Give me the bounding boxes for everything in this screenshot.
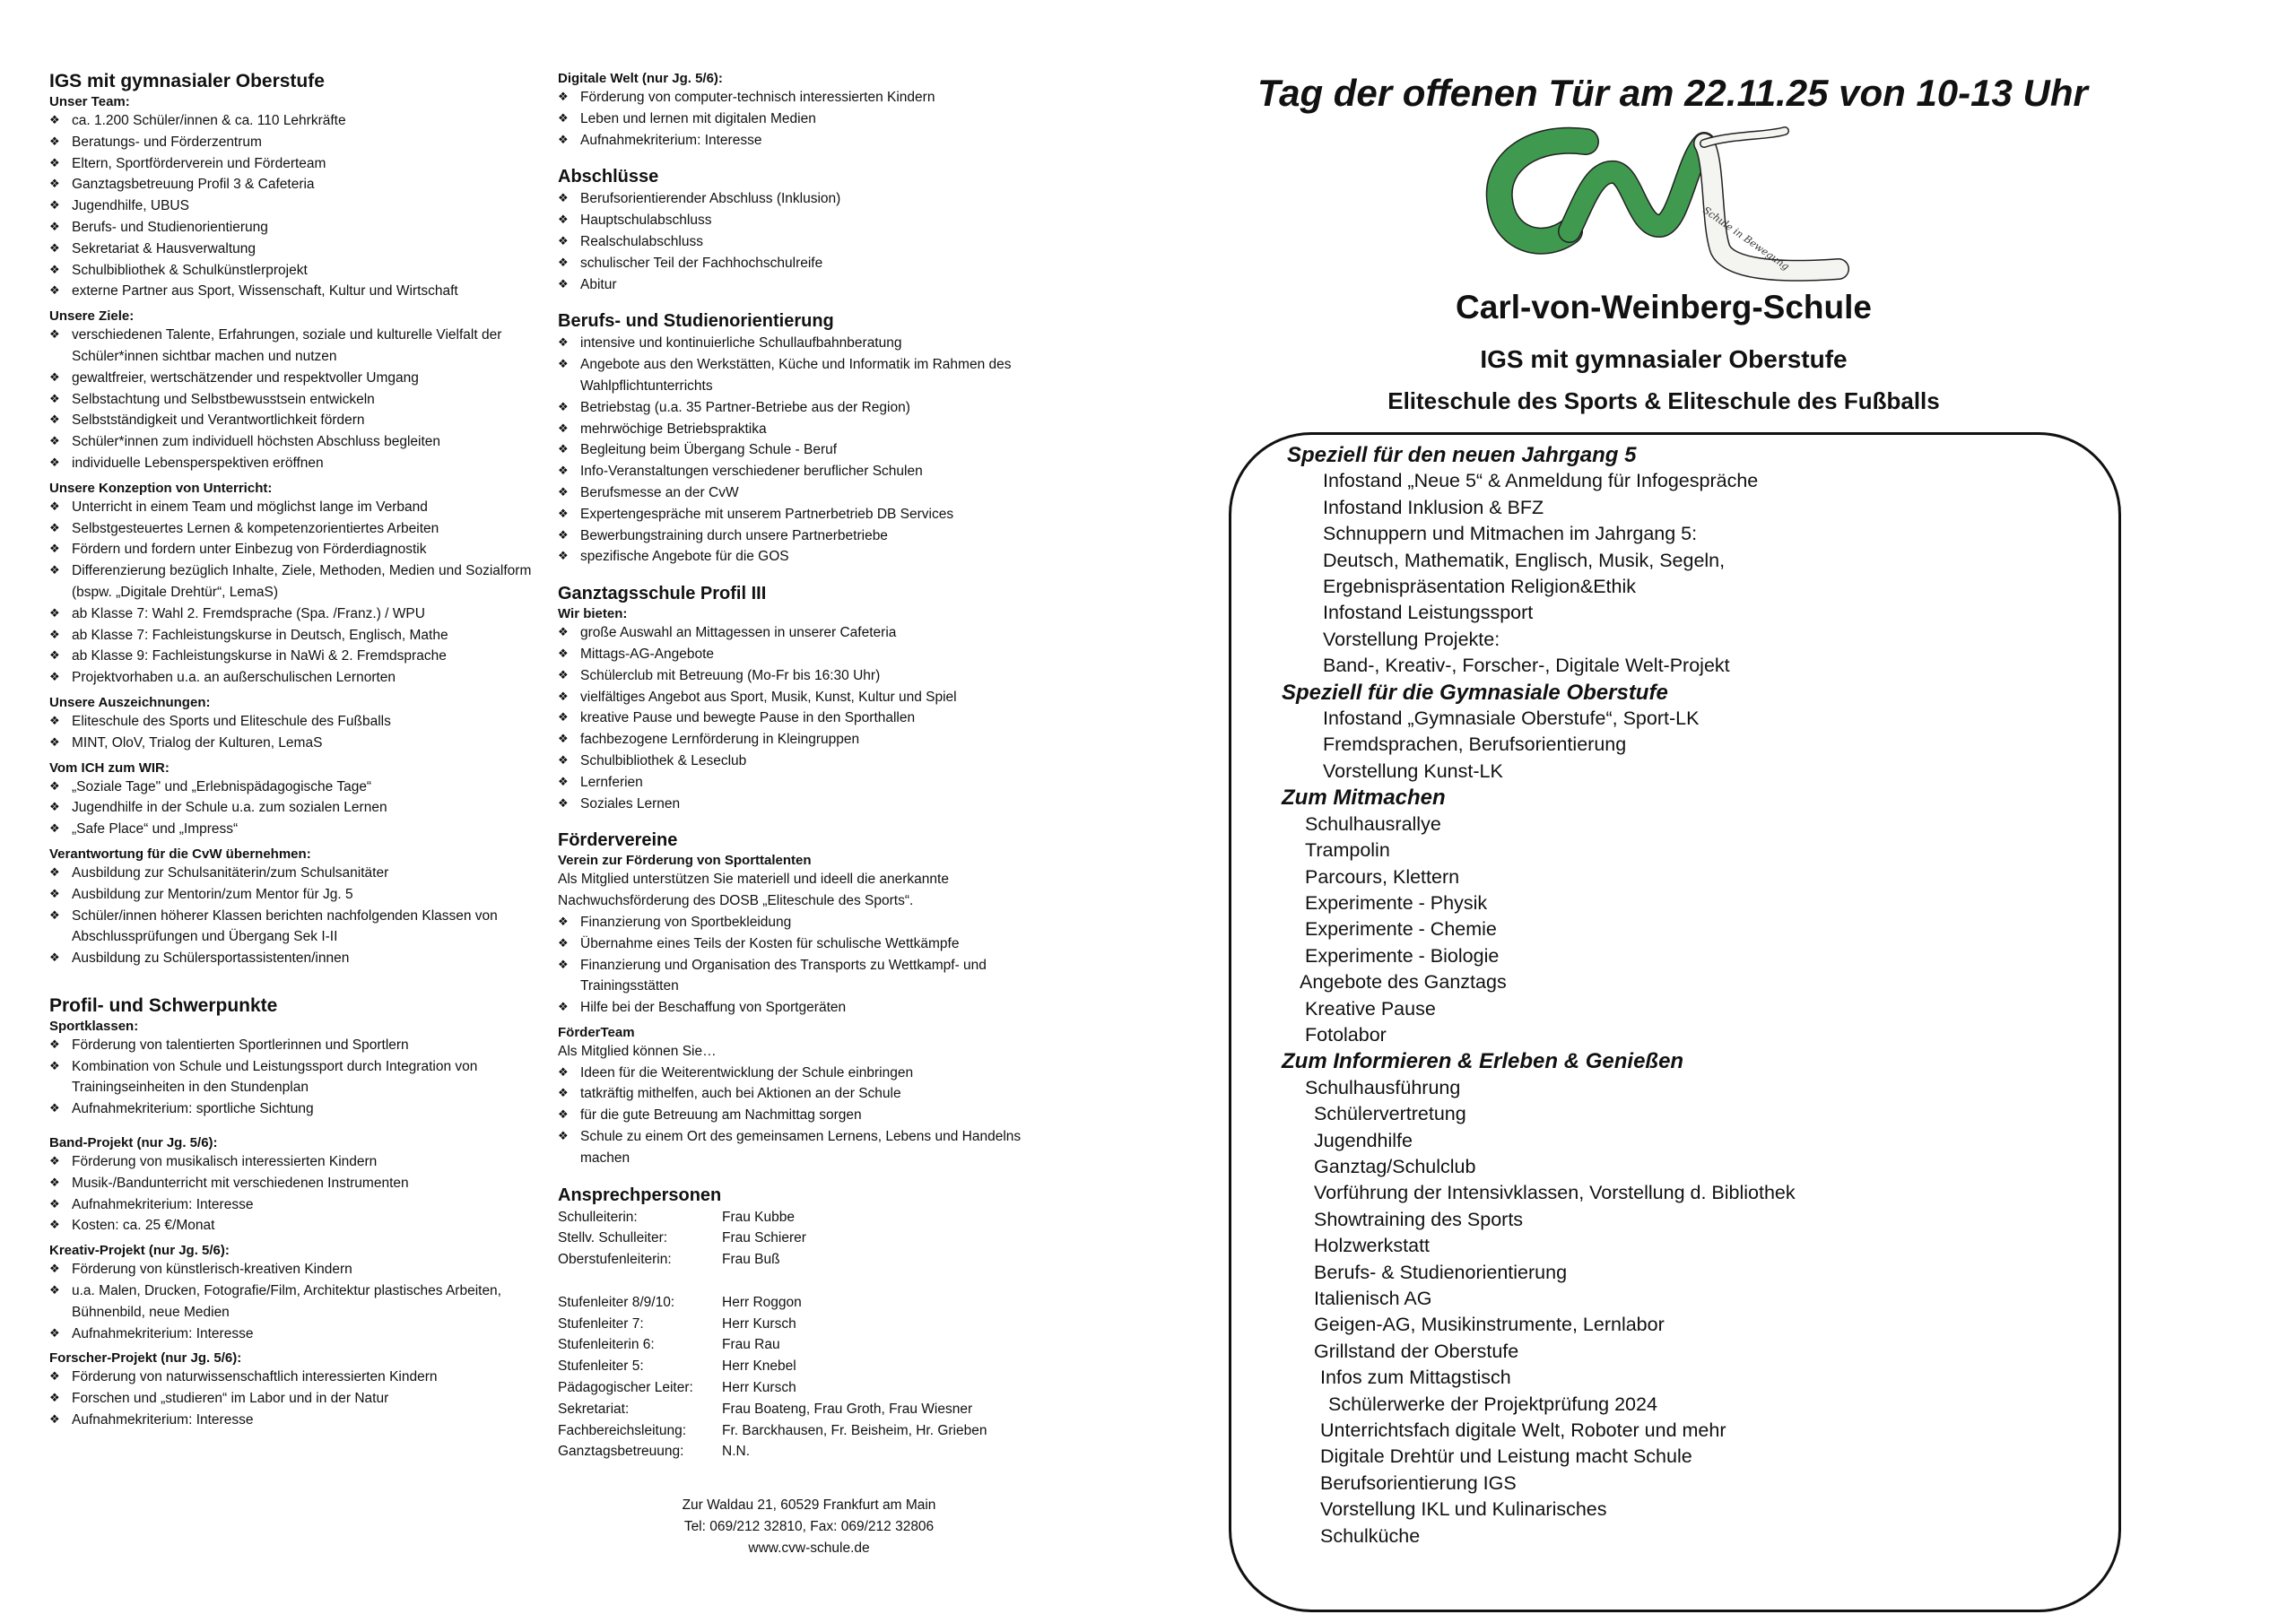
list-item: ❖ MINT, OloV, Trialog der Kulturen, LemaS bbox=[49, 733, 538, 754]
program-item: Showtraining des Sports bbox=[1314, 1208, 1524, 1230]
program-item: Ganztag/Schulclub bbox=[1314, 1155, 1476, 1177]
bullet-icon: ❖ bbox=[49, 671, 60, 685]
list-item: ❖ Förderung von talentierten Sportlerinnen und Sportlern bbox=[49, 1035, 538, 1056]
contact-role: Sekretariat: bbox=[558, 1401, 630, 1417]
contact-role: Schulleiterin: bbox=[558, 1209, 638, 1225]
team-heading: Unser Team: bbox=[49, 94, 130, 109]
bullet-icon: ❖ bbox=[558, 91, 569, 104]
bullet-icon: ❖ bbox=[49, 392, 60, 406]
list-item: ❖ für die gute Betreuung am Nachmittag sorgen bbox=[558, 1105, 1060, 1126]
list-item: ❖ u.a. Malen, Drucken, Fotografie/Film, Architektur plastisches Arbeiten, Bühnenbild, neue Medien bbox=[49, 1280, 538, 1324]
program-section-heading: Speziell für den neuen Jahrgang 5 bbox=[1287, 443, 1637, 467]
list-item: ❖ Aufnahmekriterium: Interesse bbox=[49, 1324, 538, 1345]
list-item: ❖ Expertengespräche mit unserem Partnerbetrieb DB Services bbox=[558, 504, 1060, 525]
program-item: Experimente - Chemie bbox=[1305, 918, 1497, 941]
program-item: Holzwerkstatt bbox=[1314, 1235, 1431, 1257]
list-item: ❖ Ideen für die Weiterentwicklung der Schule einbringen bbox=[558, 1063, 1060, 1084]
list-item: ❖ Schüler*innen zum individuell höchsten Abschluss begleiten bbox=[49, 431, 538, 453]
bullet-icon: ❖ bbox=[49, 908, 60, 923]
list-item: ❖ Kombination von Schule und Leistungssport durch Integration von Trainingseinheiten in den Stundenplan bbox=[49, 1056, 538, 1099]
verein-list bbox=[558, 912, 1060, 1019]
contact-name: Frau Schierer bbox=[722, 1230, 806, 1246]
program-list bbox=[1282, 442, 2094, 1549]
bullet-icon: ❖ bbox=[49, 284, 60, 299]
list-item: ❖ verschiedenen Talente, Erfahrungen, soziale und kulturelle Vielfalt der Schüler*innen sichtbar machen und nutzen bbox=[49, 325, 538, 368]
bullet-icon: ❖ bbox=[558, 550, 569, 564]
verein-heading: Verein zur Förderung von Sporttalenten bbox=[558, 853, 812, 869]
table-row bbox=[558, 1356, 987, 1377]
list-item: ❖ vielfältiges Angebot aus Sport, Musik, Kunst, Kultur und Spiel bbox=[558, 687, 1060, 708]
band-list bbox=[49, 1151, 538, 1237]
list-item: ❖ Beratungs- und Förderzentrum bbox=[49, 132, 538, 153]
responsibility-list bbox=[49, 863, 538, 969]
bullet-icon: ❖ bbox=[49, 1176, 60, 1190]
list-item: ❖ tatkräftig mithelfen, auch bei Aktionen an der Schule bbox=[558, 1083, 1060, 1105]
list-item: ❖ Unterricht in einem Team und möglichst lange im Verband bbox=[49, 497, 538, 518]
kreativ-list bbox=[49, 1259, 538, 1344]
table-row bbox=[558, 1292, 987, 1314]
list-item: ❖ Finanzierung von Sportbekleidung bbox=[558, 912, 1060, 933]
program-item: Berufs- & Studienorientierung bbox=[1314, 1261, 1568, 1283]
program-item: Jugendhilfe bbox=[1314, 1129, 1413, 1151]
bullet-icon: ❖ bbox=[49, 1370, 60, 1384]
bullet-icon: ❖ bbox=[49, 199, 60, 213]
bullet-icon: ❖ bbox=[558, 915, 569, 929]
program-item: Vorführung der Intensivklassen, Vorstellung d. Bibliothek bbox=[1314, 1182, 1796, 1204]
list-item: ❖ Leben und lernen mit digitalen Medien bbox=[558, 108, 1060, 130]
bullet-icon: ❖ bbox=[558, 668, 569, 682]
bullet-icon: ❖ bbox=[558, 733, 569, 747]
program-item: Vorstellung Projekte: bbox=[1323, 628, 1500, 650]
list-item: ❖ „Soziale Tage" und „Erlebnispädagogische Tage“ bbox=[49, 777, 538, 798]
list-item: ❖ große Auswahl an Mittagessen in unserer Cafeteria bbox=[558, 622, 1060, 644]
contacts-heading: Ansprechpersonen bbox=[558, 1185, 722, 1205]
degrees-list bbox=[558, 188, 1060, 295]
bullet-icon: ❖ bbox=[49, 413, 60, 428]
concept-heading: Unsere Konzeption von Unterricht: bbox=[49, 480, 273, 496]
list-item: ❖ Selbstständigkeit und Verantwortlichkeit fördern bbox=[49, 410, 538, 431]
list-item: ❖ Lernferien bbox=[558, 772, 1060, 794]
list-item: ❖ ab Klasse 7: Fachleistungskurse in Deutsch, Englisch, Mathe bbox=[49, 625, 538, 647]
bullet-icon: ❖ bbox=[49, 649, 60, 664]
list-item: ❖ Jugendhilfe, UBUS bbox=[49, 195, 538, 217]
program-section-heading: Zum Mitmachen bbox=[1282, 785, 1446, 811]
bullet-icon: ❖ bbox=[558, 1130, 569, 1144]
event-title: Tag der offenen Tür am 22.11.25 von 10-13 Uhr bbox=[1257, 72, 2088, 114]
bullet-icon: ❖ bbox=[558, 400, 569, 414]
list-item: ❖ Abitur bbox=[558, 274, 1060, 296]
list-item: ❖ Mittags-AG-Angebote bbox=[558, 644, 1060, 665]
list-item: ❖ gewaltfreier, wertschätzender und respektvoller Umgang bbox=[49, 368, 538, 389]
program-item: Grillstand der Oberstufe bbox=[1314, 1340, 1519, 1362]
digital-heading: Digitale Welt (nur Jg. 5/6): bbox=[558, 71, 723, 86]
list-item: ❖ Ausbildung zu Schülersportassistenten/innen bbox=[49, 948, 538, 969]
bullet-icon: ❖ bbox=[558, 753, 569, 768]
contacts-table-1 bbox=[558, 1207, 806, 1271]
contact-name: Herr Knebel bbox=[722, 1358, 796, 1375]
list-item: ❖ Eliteschule des Sports und Eliteschule des Fußballs bbox=[49, 711, 538, 733]
list-item: ❖ Ausbildung zur Mentorin/zum Mentor für Jg. 5 bbox=[49, 884, 538, 906]
contact-role: Fachbereichsleitung: bbox=[558, 1422, 687, 1438]
contact-name: Frau Rau bbox=[722, 1337, 780, 1353]
goals-heading: Unsere Ziele: bbox=[49, 308, 135, 325]
bullet-icon: ❖ bbox=[49, 370, 60, 385]
awards-list bbox=[49, 711, 538, 754]
list-item: ❖ Eltern, Sportförderverein und Förderteam bbox=[49, 153, 538, 175]
list-item: ❖ „Safe Place“ und „Impress“ bbox=[49, 819, 538, 840]
list-item: ❖ Betriebstag (u.a. 35 Partner-Betriebe aus der Region) bbox=[558, 397, 1060, 419]
contact-name: Herr Kursch bbox=[722, 1380, 796, 1396]
list-item: ❖ Finanzierung und Organisation des Transports zu Wettkampf- und Trainingsstätten bbox=[558, 955, 1060, 998]
list-item: ❖ ab Klasse 7: Wahl 2. Fremdsprache (Spa. /Franz.) / WPU bbox=[49, 603, 538, 625]
address-street: Zur Waldau 21, 60529 Frankfurt am Main bbox=[682, 1497, 936, 1514]
list-item: ❖ Förderung von computer-technisch interessierten Kindern bbox=[558, 87, 1060, 108]
table-row bbox=[558, 1334, 987, 1356]
list-item: ❖ Schüler/innen höherer Klassen berichten nachfolgenden Klassen von Abschlussprüfungen und Übergang Sek I-II bbox=[49, 906, 538, 949]
table-row bbox=[558, 1207, 806, 1228]
list-item: ❖ Info-Veranstaltungen verschiedener beruflicher Schulen bbox=[558, 461, 1060, 482]
contact-role: Stufenleiter 7: bbox=[558, 1315, 644, 1332]
program-item: Berufsorientierung IGS bbox=[1320, 1471, 1517, 1494]
bullet-icon: ❖ bbox=[558, 213, 569, 228]
contact-name: Frau Buß bbox=[722, 1252, 780, 1268]
bullet-icon: ❖ bbox=[558, 796, 569, 811]
program-item: Kreative Pause bbox=[1305, 997, 1436, 1020]
list-item: ❖ Bewerbungstraining durch unsere Partnerbetriebe bbox=[558, 525, 1060, 547]
list-item: ❖ Förderung von naturwissenschaftlich interessierten Kindern bbox=[49, 1367, 538, 1388]
program-item: Digitale Drehtür und Leistung macht Schule bbox=[1320, 1445, 1692, 1468]
bullet-icon: ❖ bbox=[558, 647, 569, 661]
list-item: ❖ Projektvorhaben u.a. an außerschulischen Lernorten bbox=[49, 667, 538, 689]
program-item: Schulhausführung bbox=[1305, 1076, 1461, 1098]
list-item: ❖ Ausbildung zur Schulsanitäterin/zum Schulsanitäter bbox=[49, 863, 538, 884]
bullet-icon: ❖ bbox=[558, 192, 569, 206]
career-heading: Berufs- und Studienorientierung bbox=[558, 311, 834, 332]
foerderteam-list bbox=[558, 1063, 1060, 1169]
list-item: ❖ Sekretariat & Hausverwaltung bbox=[49, 239, 538, 260]
bullet-icon: ❖ bbox=[49, 542, 60, 557]
table-row bbox=[558, 1314, 987, 1335]
bullet-icon: ❖ bbox=[49, 241, 60, 256]
verein-text: Als Mitglied unterstützen Sie materiell und ideell die anerkannte Nachwuchsförderung des DOSB „Eliteschule des Sports“. bbox=[558, 872, 949, 909]
list-item: ❖ Soziales Lernen bbox=[558, 794, 1060, 815]
school-type-title: IGS mit gymnasialer Oberstufe bbox=[49, 71, 325, 91]
degrees-heading: Abschlüsse bbox=[558, 167, 659, 187]
bullet-icon: ❖ bbox=[49, 714, 60, 728]
bullet-icon: ❖ bbox=[558, 528, 569, 542]
contact-name: N.N. bbox=[722, 1444, 750, 1460]
list-item: ❖ Aufnahmekriterium: Interesse bbox=[49, 1194, 538, 1216]
program-item: Vorstellung IKL und Kulinarisches bbox=[1320, 1498, 1607, 1521]
bullet-icon: ❖ bbox=[49, 1197, 60, 1211]
bullet-icon: ❖ bbox=[49, 735, 60, 750]
team-list bbox=[49, 110, 538, 302]
bullet-icon: ❖ bbox=[558, 1087, 569, 1101]
address-phone: Tel: 069/212 32810, Fax: 069/212 32806 bbox=[683, 1519, 935, 1535]
list-item: ❖ Fördern und fordern unter Einbezug von Förderdiagnostik bbox=[49, 539, 538, 560]
logo-tagline: Schule in Bewegung bbox=[1700, 204, 1792, 273]
address-website: www.cvw-schule.de bbox=[748, 1540, 870, 1556]
contact-name: Frau Kubbe bbox=[722, 1209, 795, 1225]
bullet-icon: ❖ bbox=[49, 628, 60, 642]
bullet-icon: ❖ bbox=[558, 133, 569, 147]
bullet-icon: ❖ bbox=[558, 111, 569, 126]
program-item: Infostand „Neue 5“ & Anmeldung für Infogespräche bbox=[1323, 470, 1759, 492]
list-item: ❖ spezifische Angebote für die GOS bbox=[558, 546, 1060, 568]
bullet-icon: ❖ bbox=[49, 1219, 60, 1233]
program-item: Experimente - Biologie bbox=[1305, 944, 1500, 967]
bullet-icon: ❖ bbox=[49, 135, 60, 149]
bullet-icon: ❖ bbox=[49, 1284, 60, 1298]
contact-role: Stufenleiter 5: bbox=[558, 1358, 644, 1375]
school-elite: Eliteschule des Sports & Eliteschule des Fußballs bbox=[1387, 387, 1940, 414]
bullet-icon: ❖ bbox=[49, 178, 60, 192]
list-item: ❖ Berufs- und Studienorientierung bbox=[49, 217, 538, 239]
list-item: ❖ Aufnahmekriterium: sportliche Sichtung bbox=[49, 1098, 538, 1120]
list-item: ❖ Schulbibliothek & Leseclub bbox=[558, 751, 1060, 772]
sport-heading: Sportklassen: bbox=[49, 1018, 139, 1034]
table-row bbox=[558, 1228, 806, 1249]
bullet-icon: ❖ bbox=[558, 443, 569, 457]
program-item: Ergebnispräsentation Religion&Ethik bbox=[1323, 576, 1636, 598]
contact-name: Frau Boateng, Frau Groth, Frau Wiesner bbox=[722, 1401, 973, 1417]
contact-role: Oberstufenleiterin: bbox=[558, 1252, 672, 1268]
bullet-icon: ❖ bbox=[558, 1065, 569, 1080]
bullet-icon: ❖ bbox=[49, 521, 60, 535]
bullet-icon: ❖ bbox=[558, 507, 569, 521]
list-item: ❖ Hauptschulabschluss bbox=[558, 210, 1060, 231]
bullet-icon: ❖ bbox=[49, 1059, 60, 1073]
bullet-icon: ❖ bbox=[558, 256, 569, 270]
program-section-heading: Speziell für die Gymnasiale Oberstufe bbox=[1282, 680, 1668, 705]
contact-name: Fr. Barckhausen, Fr. Beisheim, Hr. Grieben bbox=[722, 1422, 987, 1438]
school-logo bbox=[1480, 126, 1857, 287]
bullet-icon: ❖ bbox=[558, 421, 569, 436]
program-item: Trampolin bbox=[1305, 839, 1390, 862]
awards-heading: Unsere Auszeichnungen: bbox=[49, 694, 211, 710]
list-item: ❖ Aufnahmekriterium: Interesse bbox=[49, 1410, 538, 1431]
list-item: ❖ schulischer Teil der Fachhochschulreife bbox=[558, 253, 1060, 274]
bullet-icon: ❖ bbox=[49, 263, 60, 277]
forscher-heading: Forscher-Projekt (nur Jg. 5/6): bbox=[49, 1350, 242, 1367]
program-item: Band-, Kreativ-, Forscher-, Digitale Welt-Projekt bbox=[1323, 655, 1730, 677]
list-item: ❖ Schülerclub mit Betreuung (Mo-Fr bis 16:30 Uhr) bbox=[558, 665, 1060, 687]
bullet-icon: ❖ bbox=[558, 485, 569, 499]
program-item: Schulhausrallye bbox=[1305, 812, 1441, 835]
bullet-icon: ❖ bbox=[49, 1102, 60, 1116]
list-item: ❖ Angebote aus den Werkstätten, Küche und Informatik im Rahmen des Wahlpflichtunterrichts bbox=[558, 354, 1060, 397]
program-item: Fremdsprachen, Berufsorientierung bbox=[1323, 733, 1627, 756]
list-item: ❖ Ganztagsbetreuung Profil 3 & Cafeteria bbox=[49, 174, 538, 195]
bullet-icon: ❖ bbox=[558, 936, 569, 950]
list-item: ❖ fachbezogene Lernförderung in Kleingruppen bbox=[558, 729, 1060, 751]
table-row bbox=[558, 1441, 987, 1462]
bullet-icon: ❖ bbox=[558, 234, 569, 248]
list-item: ❖ ca. 1.200 Schüler/innen & ca. 110 Lehrkräfte bbox=[49, 110, 538, 132]
bullet-icon: ❖ bbox=[558, 1108, 569, 1123]
program-item: Italienisch AG bbox=[1314, 1288, 1432, 1309]
bullet-icon: ❖ bbox=[49, 114, 60, 127]
ganztag-subheading: Wir bieten: bbox=[558, 606, 628, 622]
program-item: Infostand Leistungssport bbox=[1323, 602, 1534, 624]
program-item: Fotolabor bbox=[1305, 1023, 1387, 1046]
bullet-icon: ❖ bbox=[49, 435, 60, 449]
program-item: Schulküche bbox=[1320, 1524, 1421, 1547]
list-item: ❖ Begleitung beim Übergang Schule - Beruf bbox=[558, 439, 1060, 461]
bullet-icon: ❖ bbox=[558, 690, 569, 704]
bullet-icon: ❖ bbox=[558, 277, 569, 291]
list-item: ❖ Förderung von musikalisch interessierten Kindern bbox=[49, 1151, 538, 1173]
list-item: ❖ kreative Pause und bewegte Pause in den Sporthallen bbox=[558, 707, 1060, 729]
bullet-icon: ❖ bbox=[49, 1155, 60, 1169]
foerderteam-text: Als Mitglied können Sie… bbox=[558, 1043, 717, 1059]
program-item: Parcours, Klettern bbox=[1305, 865, 1460, 888]
table-row bbox=[558, 1377, 987, 1399]
school-name: Carl-von-Weinberg-Schule bbox=[1456, 289, 1872, 325]
list-item: ❖ Schulbibliothek & Schulkünstlerprojekt bbox=[49, 260, 538, 282]
table-row bbox=[558, 1249, 806, 1271]
bullet-icon: ❖ bbox=[49, 822, 60, 837]
list-item: ❖ Realschulabschluss bbox=[558, 231, 1060, 253]
bullet-icon: ❖ bbox=[49, 865, 60, 880]
bullet-icon: ❖ bbox=[558, 1001, 569, 1015]
list-item: ❖ Selbstgesteuertes Lernen & kompetenzorientiertes Arbeiten bbox=[49, 518, 538, 540]
digital-list bbox=[558, 87, 1060, 151]
bullet-icon: ❖ bbox=[49, 564, 60, 578]
forscher-list bbox=[49, 1367, 538, 1430]
program-item: Vorstellung Kunst-LK bbox=[1323, 759, 1503, 782]
ich-wir-list bbox=[49, 777, 538, 840]
contact-role: Ganztagsbetreuung: bbox=[558, 1444, 684, 1460]
bullet-icon: ❖ bbox=[49, 1037, 60, 1052]
program-item: Infos zum Mittagstisch bbox=[1320, 1367, 1511, 1389]
program-item: Schülervertretung bbox=[1314, 1103, 1466, 1125]
list-item: ❖ Aufnahmekriterium: Interesse bbox=[558, 130, 1060, 152]
foerderteam-heading: FörderTeam bbox=[558, 1024, 635, 1040]
program-item: Infostand „Gymnasiale Oberstufe“, Sport-LK bbox=[1323, 707, 1700, 730]
associations-heading: Fördervereine bbox=[558, 830, 678, 851]
bullet-icon: ❖ bbox=[49, 779, 60, 794]
bullet-icon: ❖ bbox=[49, 1392, 60, 1406]
bullet-icon: ❖ bbox=[558, 336, 569, 351]
program-section-heading: Zum Informieren & Erleben & Genießen bbox=[1282, 1049, 1684, 1074]
program-item: Deutsch, Mathematik, Englisch, Musik, Segeln, bbox=[1323, 549, 1726, 571]
ganztag-heading: Ganztagsschule Profil III bbox=[558, 584, 767, 604]
contact-role: Pädagogischer Leiter: bbox=[558, 1380, 693, 1396]
bullet-icon: ❖ bbox=[49, 456, 60, 470]
list-item: ❖ Förderung von künstlerisch-kreativen Kindern bbox=[49, 1259, 538, 1280]
contact-name: Herr Kursch bbox=[722, 1315, 796, 1332]
list-item: ❖ Berufsmesse an der CvW bbox=[558, 482, 1060, 504]
contact-role: Stufenleiter 8/9/10: bbox=[558, 1294, 675, 1310]
list-item: ❖ Forschen und „studieren“ im Labor und in der Natur bbox=[49, 1388, 538, 1410]
program-item: Unterrichtsfach digitale Welt, Roboter und mehr bbox=[1320, 1419, 1726, 1442]
bullet-icon: ❖ bbox=[49, 1326, 60, 1341]
ganztag-list bbox=[558, 622, 1060, 814]
contact-role: Stellv. Schulleiter: bbox=[558, 1230, 668, 1246]
list-item: ❖ Kosten: ca. 25 €/Monat bbox=[49, 1215, 538, 1237]
table-row bbox=[558, 1420, 987, 1442]
school-address bbox=[558, 1495, 1060, 1558]
list-item: ❖ Schule zu einem Ort des gemeinsamen Lernens, Lebens und Handelns machen bbox=[558, 1126, 1060, 1169]
program-item: Angebote des Ganztags bbox=[1300, 971, 1507, 994]
list-item: ❖ intensive und kontinuierliche Schullaufbahnberatung bbox=[558, 333, 1060, 354]
bullet-icon: ❖ bbox=[558, 958, 569, 972]
program-item: Schnuppern und Mitmachen im Jahrgang 5: bbox=[1323, 523, 1698, 545]
contact-name: Herr Roggon bbox=[722, 1294, 802, 1310]
bullet-icon: ❖ bbox=[558, 464, 569, 479]
profile-title: Profil- und Schwerpunkte bbox=[49, 994, 278, 1016]
list-item: ❖ Hilfe bei der Beschaffung von Sportgeräten bbox=[558, 997, 1060, 1019]
ich-wir-heading: Vom ICH zum WIR: bbox=[49, 759, 170, 776]
responsibility-heading: Verantwortung für die CvW übernehmen: bbox=[49, 846, 311, 862]
goals-list bbox=[49, 325, 538, 474]
left-column bbox=[49, 70, 538, 1431]
list-item: ❖ ab Klasse 9: Fachleistungskurse in NaWi & 2. Fremdsprache bbox=[49, 646, 538, 667]
list-item: ❖ Musik-/Bandunterricht mit verschiedenen Instrumenten bbox=[49, 1173, 538, 1194]
table-row bbox=[558, 1399, 987, 1420]
school-type: IGS mit gymnasialer Oberstufe bbox=[1480, 345, 1848, 373]
bullet-icon: ❖ bbox=[49, 499, 60, 514]
career-list bbox=[558, 333, 1060, 568]
list-item: ❖ externe Partner aus Sport, Wissenschaft, Kultur und Wirtschaft bbox=[49, 281, 538, 302]
bullet-icon: ❖ bbox=[49, 951, 60, 966]
sport-list bbox=[49, 1035, 538, 1120]
list-item: ❖ Berufsorientierender Abschluss (Inklusion) bbox=[558, 188, 1060, 210]
list-item: ❖ mehrwöchige Betriebspraktika bbox=[558, 419, 1060, 440]
bullet-icon: ❖ bbox=[49, 156, 60, 170]
program-item: Schülerwerke der Projektprüfung 2024 bbox=[1328, 1393, 1657, 1415]
list-item: ❖ Selbstachtung und Selbstbewusstsein entwickeln bbox=[49, 389, 538, 411]
list-item: ❖ individuelle Lebensperspektiven eröffnen bbox=[49, 453, 538, 474]
middle-column bbox=[558, 70, 1060, 1559]
list-item: ❖ Übernahme eines Teils der Kosten für schulische Wettkämpfe bbox=[558, 933, 1060, 955]
bullet-icon: ❖ bbox=[49, 220, 60, 234]
bullet-icon: ❖ bbox=[49, 887, 60, 901]
program-item: Infostand Inklusion & BFZ bbox=[1323, 496, 1544, 518]
bullet-icon: ❖ bbox=[49, 328, 60, 343]
list-item: ❖ Jugendhilfe in der Schule u.a. zum sozialen Lernen bbox=[49, 797, 538, 819]
bullet-icon: ❖ bbox=[49, 606, 60, 621]
program-item: Geigen-AG, Musikinstrumente, Lernlabor bbox=[1314, 1314, 1665, 1336]
bullet-icon: ❖ bbox=[558, 626, 569, 640]
bullet-icon: ❖ bbox=[49, 1413, 60, 1428]
concept-list bbox=[49, 497, 538, 689]
bullet-icon: ❖ bbox=[558, 775, 569, 789]
bullet-icon: ❖ bbox=[49, 801, 60, 815]
list-item: ❖ Differenzierung bezüglich Inhalte, Ziele, Methoden, Medien und Sozialform (bspw. „Digitale Drehtür“, LemaS) bbox=[49, 560, 538, 603]
contacts-table-2 bbox=[558, 1292, 987, 1462]
program-item: Experimente - Physik bbox=[1305, 891, 1488, 914]
bullet-icon: ❖ bbox=[558, 711, 569, 725]
contact-role: Stufenleiterin 6: bbox=[558, 1337, 655, 1353]
band-heading: Band-Projekt (nur Jg. 5/6): bbox=[49, 1135, 218, 1151]
bullet-icon: ❖ bbox=[49, 1263, 60, 1277]
kreativ-heading: Kreativ-Projekt (nur Jg. 5/6): bbox=[49, 1243, 230, 1259]
bullet-icon: ❖ bbox=[558, 358, 569, 372]
